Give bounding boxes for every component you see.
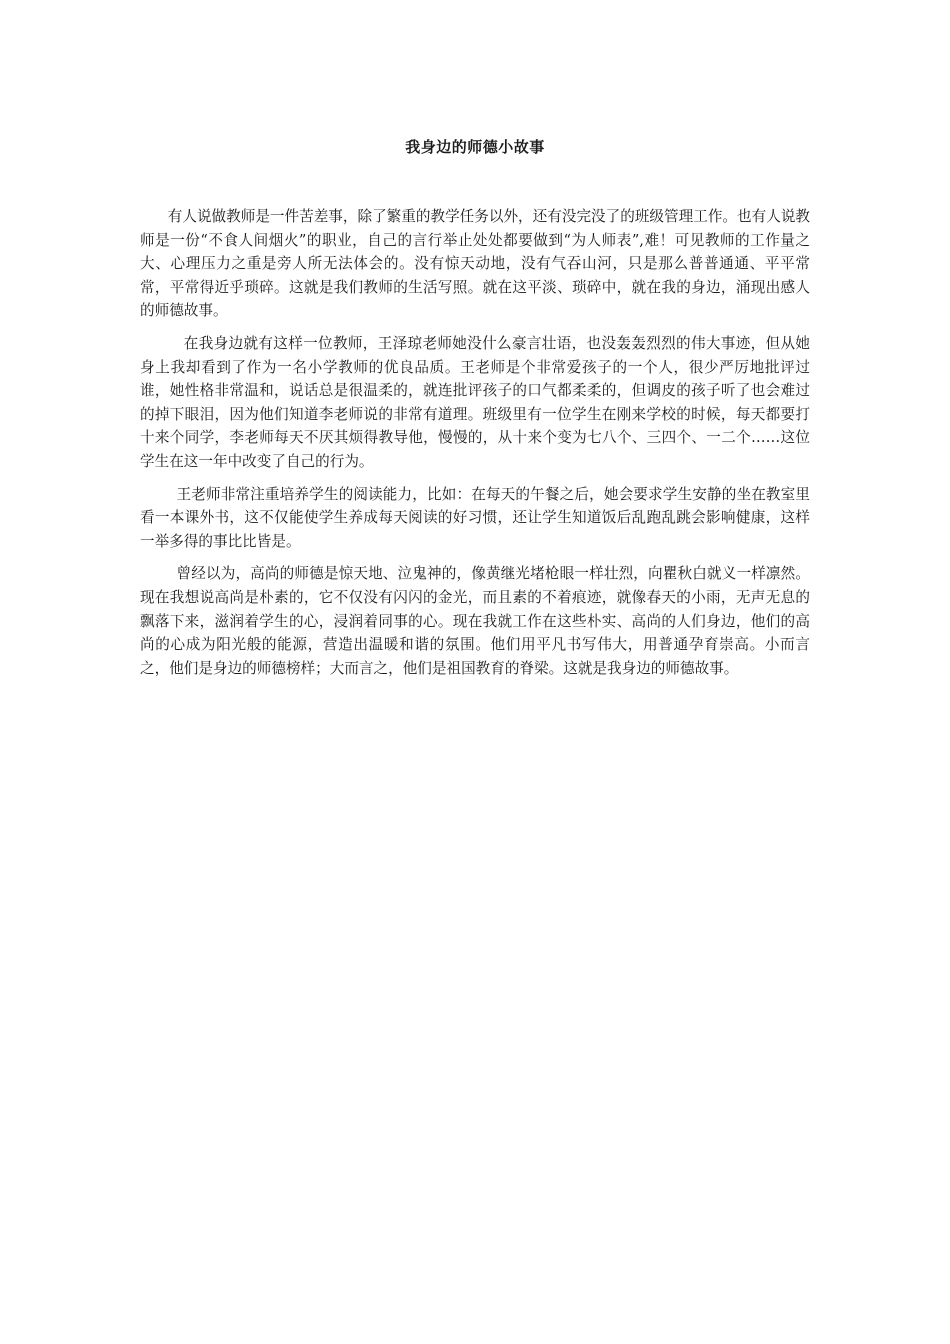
paragraph-4: 曾经以为，高尚的师德是惊天地、泣鬼神的，像黄继光堵枪眼一样壮烈，向瞿秋白就义一样凛然。现在我想说高尚是朴素的，它不仅没有闪闪的金光，而且素的不着痕迹，就像春天的小雨，无声无息的飘落下来，滋润着学生的心，浸润着同事的心。现在我就工作在这些朴实、高尚的人们身边，他们的高尚的心成为阳光般的能源，营造出温暖和谐的氛围。他们用平凡书写伟大，用普通孕育崇高。小而言之，他们是身边的师德榜样；大而言之，他们是祖国教育的脊梁。这就是我身边的师德故事。 <box>140 565 810 677</box>
document-title: 我身边的师德小故事 <box>405 138 545 156</box>
paragraph-2: 在我身边就有这样一位教师，王泽琼老师她没什么豪言壮语，也没轰轰烈烈的伟大事迹，但从她身上我却看到了作为一名小学教师的优良品质。王老师是个非常爱孩子的一个人，很少严厉地批评过谁，她性格非常温和，说话总是很温柔的，就连批评孩子的口气都柔柔的，但调皮的孩子听了也会难过的掉下眼泪，因为他们知道李老师说的非常有道理。班级里有一位学生在刚来学校的时候，每天都要打十来个同学，李老师每天不厌其烦得教导他，慢慢的，从十来个变为七八个、三四个、一二个……这位学生在这一年中改变了自己的行为。 <box>140 334 810 470</box>
paragraph-1: 有人说做教师是一件苦差事，除了繁重的教学任务以外，还有没完没了的班级管理工作。也有人说教师是一份“不食人间烟火”的职业，自己的言行举止处处都要做到“为人师表”,难！可见教师的工作量之大、心理压力之重是旁人所无法体会的。没有惊天动地，没有气吞山河，只是那么普普通通、平平常常，平常得近乎琐碎。这就是我们教师的生活写照。就在这平淡、琐碎中，就在我的身边，涌现出感人的师德故事。 <box>140 208 810 320</box>
paragraph-3: 王老师非常注重培养学生的阅读能力，比如：在每天的午餐之后，她会要求学生安静的坐在教室里看一本课外书，这不仅能使学生养成每天阅读的好习惯，还让学生知道饭后乱跑乱跳会影响健康，这样一举多得的事比比皆是。 <box>140 485 810 550</box>
document-body <box>140 205 810 689</box>
